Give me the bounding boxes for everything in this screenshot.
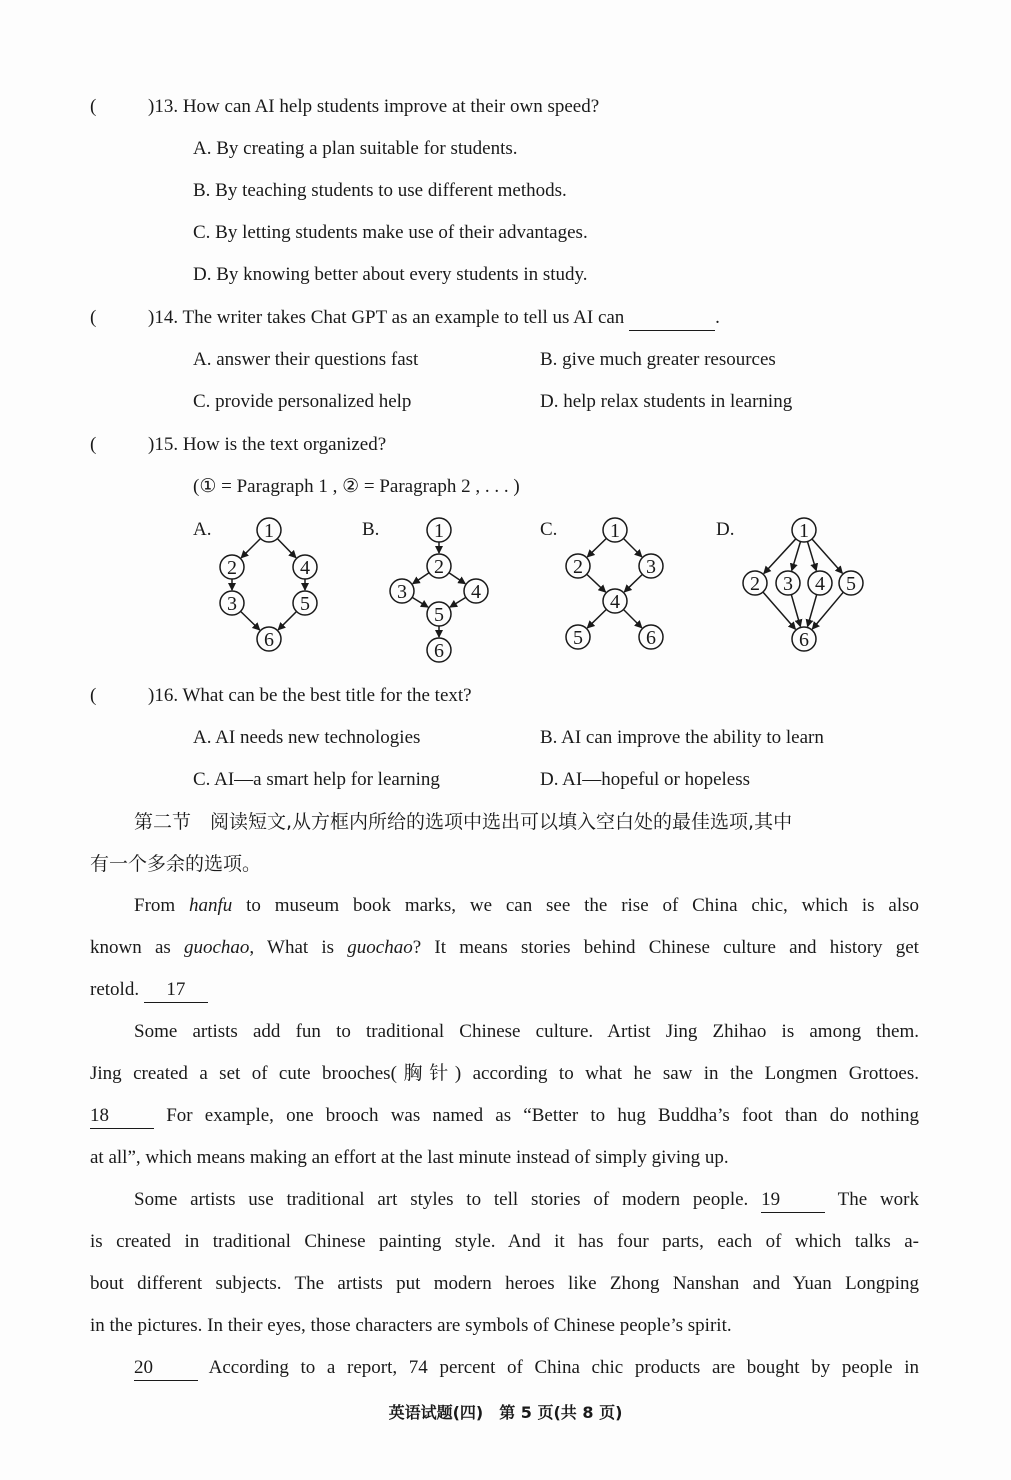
passage-text: From xyxy=(134,895,190,916)
diagram-a-arrow xyxy=(277,539,296,558)
passage-italic: guochao xyxy=(347,937,413,958)
diagram-c-node-label: 5 xyxy=(573,627,583,649)
option-16d: D. AI—hopeful or hopeless xyxy=(540,769,751,790)
passage-text: , What is xyxy=(249,937,348,958)
passage-line xyxy=(90,1020,919,1044)
passage-text: Some artists add fun to traditional Chinese culture. Artist Jing Zhihao is among them. xyxy=(134,1021,919,1042)
page-footer: 英语试题(四) 第 5 页(共 8 页) xyxy=(388,1403,623,1422)
blank-18[interactable]: 18 xyxy=(90,1104,154,1129)
passage-text: retold. xyxy=(90,979,140,1000)
diagram-d-arrow xyxy=(791,595,800,627)
question-text: What can be the best title for the text? xyxy=(182,685,472,706)
diagram-d-node-label: 1 xyxy=(799,520,809,542)
blank-19[interactable]: 19 xyxy=(761,1188,825,1213)
passage-text: According to a report, 74 percent of China chic products are bought by people in xyxy=(208,1357,919,1378)
diagram-b-node-label: 3 xyxy=(397,581,407,603)
diagram-d-node-label: 3 xyxy=(783,573,793,595)
diagram-d-node-label: 4 xyxy=(815,573,825,595)
diagram-b-arrow xyxy=(413,573,429,584)
question-number: )16. xyxy=(148,685,179,706)
diagram-d-arrow xyxy=(812,539,842,573)
diagram-c-arrow xyxy=(623,538,641,556)
diagram-a-arrow xyxy=(278,611,296,629)
passage-line xyxy=(90,1356,919,1381)
diagram-b-node-label: 1 xyxy=(434,520,444,542)
question-text: How can AI help students improve at their own speed? xyxy=(182,96,600,117)
diagram-c-node-label: 6 xyxy=(646,627,656,649)
option-14a: A. answer their questions fast xyxy=(193,349,419,370)
diagram-d-arrow xyxy=(808,595,817,627)
option-14d: D. help relax students in learning xyxy=(540,391,793,412)
question-number: )14. xyxy=(148,307,179,328)
passage-line xyxy=(90,894,919,918)
diagram-c-arrow xyxy=(587,538,606,557)
diagram-c-arrow xyxy=(623,609,641,627)
passage-line xyxy=(90,978,208,1003)
diagram-a-node-label: 3 xyxy=(227,593,237,615)
diagram-d-node-label: 2 xyxy=(750,573,760,595)
diagram-a-arrow xyxy=(241,611,260,630)
option-16c: C. AI—a smart help for learning xyxy=(193,769,440,790)
diagram-c-arrow xyxy=(587,574,606,592)
passage-line: bout different subjects. The artists put modern heroes like Zhong Nanshan and Yuan Longping xyxy=(90,1273,919,1294)
diagram-c-node-label: 2 xyxy=(573,556,583,578)
diagram-a-node-label: 1 xyxy=(264,520,274,542)
answer-paren: ( xyxy=(90,96,97,117)
passage-line: in the pictures. In their eyes, those characters are symbols of Chinese people’s spirit. xyxy=(90,1315,732,1336)
diagram-b-node-label: 4 xyxy=(471,581,481,603)
question-16 xyxy=(148,684,472,708)
passage-text: known as xyxy=(90,937,184,958)
answer-paren: ( xyxy=(90,685,97,706)
diagram-b-arrow xyxy=(450,597,466,607)
option-14b: B. give much greater resources xyxy=(540,349,776,370)
passage-line: Jing created a set of cute brooches(胸针) according to what he saw in the Longmen Grottoes. xyxy=(90,1063,919,1084)
diagram-b-node-label: 6 xyxy=(434,640,444,662)
passage-text: to museum book marks, we can see the rise of China chic, which is also xyxy=(232,895,919,916)
question-tail: . xyxy=(715,307,720,328)
question-text: The writer takes Chat GPT as an example to tell us AI can xyxy=(182,307,625,328)
diagram-d-node-label: 5 xyxy=(846,573,856,595)
diagram-a-node-label: 2 xyxy=(227,557,237,579)
diagram-b-node-label: 2 xyxy=(434,556,444,578)
diagram-label-c: C. xyxy=(540,519,558,540)
question-text: How is the text organized? xyxy=(182,434,387,455)
option-16a: A. AI needs new technologies xyxy=(193,727,421,748)
diagram-a-node-label: 4 xyxy=(300,557,310,579)
diagram-d-arrow xyxy=(763,592,796,629)
diagram-d-arrow xyxy=(764,539,796,574)
passage-line: at all”, which means making an effort at the last minute instead of simply giving up. xyxy=(90,1147,729,1168)
question-number: )15. xyxy=(148,434,179,455)
passage-line xyxy=(90,1188,919,1213)
diagram-a-node-label: 5 xyxy=(300,593,310,615)
diagram-c-node-label: 4 xyxy=(610,591,620,613)
diagram-c-node-label: 1 xyxy=(610,520,620,542)
section-heading-cont: 有一个多余的选项。 xyxy=(90,853,262,875)
diagram-c-arrow xyxy=(587,609,606,628)
option-13d: D. By knowing better about every students in study. xyxy=(193,264,588,285)
diagram-d-node-label: 6 xyxy=(799,629,809,651)
diagram-b-arrow xyxy=(449,573,465,584)
diagram-d-arrow xyxy=(812,592,843,629)
passage-line: is created in traditional Chinese painting style. And it has four parts, each of which talks a- xyxy=(90,1231,919,1252)
diagram-c-arrow xyxy=(624,574,642,592)
diagram-b-node-label: 5 xyxy=(434,604,444,626)
diagram-d-arrow xyxy=(807,541,816,570)
option-14c: C. provide personalized help xyxy=(193,391,412,412)
passage-line xyxy=(90,1104,919,1129)
passage-text: The work xyxy=(837,1189,920,1210)
passage-line xyxy=(90,936,919,960)
diagram-label-a: A. xyxy=(193,519,212,540)
diagram-a-node-label: 6 xyxy=(264,629,274,651)
question-number: )13. xyxy=(148,96,179,117)
diagram-label-b: B. xyxy=(362,519,380,540)
diagram-d-arrow xyxy=(792,541,801,570)
section-heading: 第二节 阅读短文,从方框内所给的选项中选出可以填入空白处的最佳选项,其中 xyxy=(134,811,793,833)
option-13a: A. By creating a plan suitable for students. xyxy=(193,138,518,159)
paragraph-hint: (① = Paragraph 1 , ② = Paragraph 2 , . . . ) xyxy=(193,476,520,497)
passage-italic: hanfu xyxy=(189,895,233,916)
passage-text: Some artists use traditional art styles to tell stories of modern people. xyxy=(134,1189,749,1210)
option-13c: C. By letting students make use of their advantages. xyxy=(193,222,588,243)
passage-text: ? It means stories behind Chinese culture and history get xyxy=(412,937,919,958)
passage-italic: guochao xyxy=(183,937,250,958)
answer-paren: ( xyxy=(90,434,97,455)
option-16b: B. AI can improve the ability to learn xyxy=(540,727,824,748)
diagram-a-arrow xyxy=(241,538,260,557)
diagram-c-node-label: 3 xyxy=(646,556,656,578)
option-13b: B. By teaching students to use different methods. xyxy=(193,180,567,201)
structure-diagrams xyxy=(0,0,1011,680)
diagram-label-d: D. xyxy=(716,519,735,540)
diagram-b-arrow xyxy=(412,597,428,607)
answer-paren: ( xyxy=(90,307,97,328)
blank-17[interactable]: 17 xyxy=(144,978,208,1003)
passage-text: For example, one brooch was named as “Better to hug Buddha’s foot than do nothing xyxy=(166,1105,919,1126)
blank-20[interactable]: 20 xyxy=(134,1356,198,1381)
